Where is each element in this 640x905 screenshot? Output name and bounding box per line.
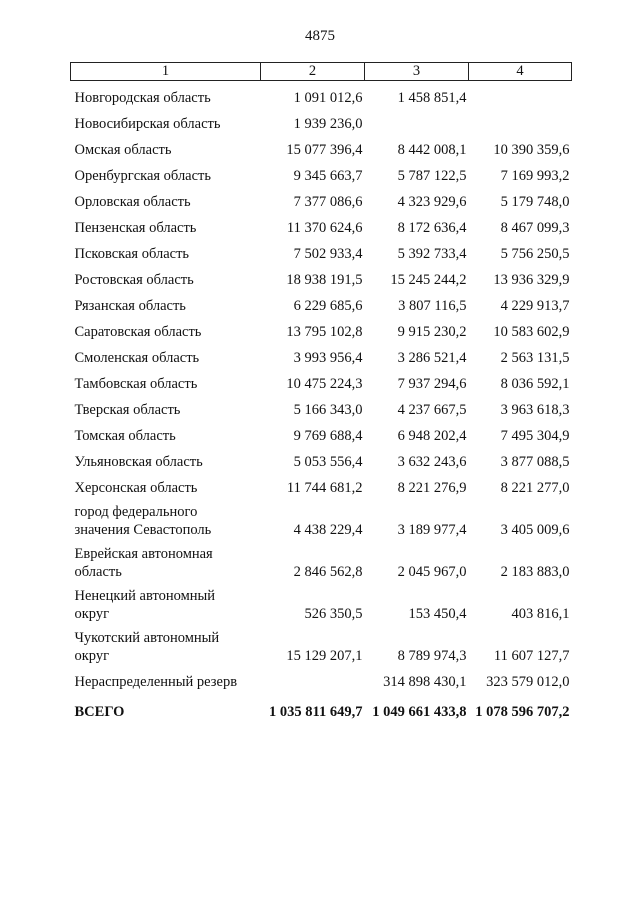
region-name	[71, 539, 261, 581]
value-col-3: 2 045 967,0	[397, 564, 467, 580]
budget-table	[70, 62, 572, 721]
value-col-4: 7 495 304,9	[500, 428, 570, 444]
value-col-3: 6 948 202,4	[397, 428, 467, 444]
value-col-3: 8 221 276,9	[397, 480, 467, 496]
region-name	[71, 497, 261, 539]
value-col-3: 3 807 116,5	[398, 298, 467, 314]
table-row	[71, 107, 572, 133]
region-name: Нераспределенный резерв	[74, 674, 238, 690]
value-col-2: 10 475 224,3	[286, 376, 363, 392]
value-col-3: 7 937 294,6	[397, 376, 467, 392]
page-number: 4875	[305, 28, 335, 44]
value-col-2: 1 939 236,0	[293, 116, 363, 132]
region-name-line: Ненецкий автономный	[74, 588, 216, 604]
value-col-3: 4 237 667,5	[397, 402, 467, 418]
value-col-2: 7 377 086,6	[293, 194, 363, 210]
column-header-3: 3	[365, 63, 469, 81]
value-col-4	[469, 107, 572, 133]
table-row	[71, 497, 572, 539]
value-col-3: 314 898 430,1	[383, 674, 467, 690]
value-col-2: 9 345 663,7	[293, 168, 363, 184]
value-col-4: 5 179 748,0	[500, 194, 570, 210]
value-col-4: 5 756 250,5	[500, 246, 570, 262]
region-name: Ростовская область	[74, 272, 194, 288]
region-name: Новгородская область	[74, 90, 211, 106]
value-col-3: 5 392 733,4	[397, 246, 467, 262]
table-row	[71, 445, 572, 471]
table-header-row	[71, 63, 572, 81]
value-col-2: 5 166 343,0	[293, 402, 363, 418]
table-row	[71, 185, 572, 211]
table-row	[71, 263, 572, 289]
value-col-2: 6 229 685,6	[293, 298, 363, 314]
value-col-4: 3 963 618,3	[500, 402, 570, 418]
value-col-3: 15 245 244,2	[390, 272, 467, 288]
table-row	[71, 81, 572, 108]
table-row	[71, 133, 572, 159]
column-header-1: 1	[71, 63, 261, 81]
region-name: Смоленская область	[74, 350, 200, 366]
region-name	[71, 623, 261, 665]
total-col-3: 1 049 661 433,8	[372, 704, 467, 720]
value-col-2: 1 091 012,6	[293, 90, 363, 106]
value-col-3: 1 458 851,4	[397, 90, 467, 106]
value-col-2: 13 795 102,8	[286, 324, 363, 340]
value-col-4: 10 583 602,9	[493, 324, 570, 340]
total-col-4: 1 078 596 707,2	[475, 704, 570, 720]
value-col-3: 5 787 122,5	[397, 168, 467, 184]
value-col-3: 8 442 008,1	[397, 142, 467, 158]
value-col-2: 9 769 688,4	[293, 428, 363, 444]
region-name	[71, 581, 261, 623]
region-name: Ульяновская область	[74, 454, 203, 470]
value-col-4: 13 936 329,9	[493, 272, 570, 288]
value-col-3: 8 172 636,4	[397, 220, 467, 236]
value-col-2: 15 077 396,4	[286, 142, 363, 158]
table-row	[71, 211, 572, 237]
region-name: Омская область	[74, 142, 172, 158]
region-name: Орловская область	[74, 194, 191, 210]
value-col-4: 8 467 099,3	[500, 220, 570, 236]
table-row	[71, 623, 572, 665]
value-col-2: 4 438 229,4	[293, 522, 363, 538]
value-col-2	[261, 665, 365, 691]
value-col-4: 323 579 012,0	[486, 674, 570, 690]
table-row	[71, 539, 572, 581]
value-col-4: 2 563 131,5	[500, 350, 570, 366]
table-row	[71, 237, 572, 263]
value-col-2: 5 053 556,4	[293, 454, 363, 470]
value-col-4: 3 877 088,5	[500, 454, 570, 470]
value-col-3: 3 632 243,6	[397, 454, 467, 470]
value-col-4: 4 229 913,7	[500, 298, 570, 314]
value-col-4: 3 405 009,6	[500, 522, 570, 538]
table-row	[71, 289, 572, 315]
region-name: Оренбургская область	[74, 168, 212, 184]
region-name-line: область	[74, 564, 122, 580]
region-name-line: значения Севастополь	[74, 522, 212, 538]
value-col-4: 403 816,1	[511, 606, 570, 622]
value-col-4: 8 221 277,0	[500, 480, 570, 496]
value-col-4	[469, 81, 572, 108]
region-name: Херсонская область	[74, 480, 198, 496]
value-col-2: 526 350,5	[304, 606, 363, 622]
region-name: Новосибирская область	[74, 116, 221, 132]
region-name: Саратовская область	[74, 324, 202, 340]
value-col-2: 18 938 191,5	[286, 272, 363, 288]
value-col-2: 3 993 956,4	[293, 350, 363, 366]
table-row	[71, 471, 572, 497]
region-name: Пензенская область	[74, 220, 197, 236]
table-row	[71, 315, 572, 341]
value-col-4: 10 390 359,6	[493, 142, 570, 158]
column-header-4: 4	[469, 63, 572, 81]
value-col-3: 4 323 929,6	[397, 194, 467, 210]
total-label: ВСЕГО	[74, 704, 125, 720]
table-row	[71, 581, 572, 623]
table-row	[71, 367, 572, 393]
value-col-3	[365, 107, 469, 133]
value-col-2: 15 129 207,1	[286, 648, 363, 664]
region-name: Рязанская область	[74, 298, 186, 314]
region-name-line: округ	[74, 606, 110, 622]
region-name: Псковская область	[74, 246, 190, 262]
value-col-4: 7 169 993,2	[500, 168, 570, 184]
table-row	[71, 419, 572, 445]
table-row	[71, 341, 572, 367]
total-col-2: 1 035 811 649,7	[269, 704, 363, 720]
total-row	[71, 691, 572, 721]
value-col-2: 2 846 562,8	[293, 564, 363, 580]
region-name: Тверская область	[74, 402, 181, 418]
region-name-line: город федерального	[74, 504, 198, 520]
value-col-3: 3 286 521,4	[397, 350, 467, 366]
region-name-line: Чукотский автономный	[74, 630, 220, 646]
table-row	[71, 393, 572, 419]
table-row	[71, 159, 572, 185]
value-col-4: 8 036 592,1	[500, 376, 570, 392]
value-col-3: 9 915 230,2	[397, 324, 467, 340]
value-col-4: 11 607 127,7	[493, 648, 570, 664]
value-col-3: 3 189 977,4	[397, 522, 467, 538]
region-name: Томская область	[74, 428, 176, 444]
table-row	[71, 665, 572, 691]
value-col-3: 8 789 974,3	[397, 648, 467, 664]
region-name-line: округ	[74, 648, 110, 664]
column-header-2: 2	[261, 63, 365, 81]
value-col-3: 153 450,4	[408, 606, 467, 622]
value-col-2: 11 744 681,2	[286, 480, 363, 496]
region-name-line: Еврейская автономная	[74, 546, 213, 562]
value-col-2: 11 370 624,6	[286, 220, 363, 236]
value-col-2: 7 502 933,4	[293, 246, 363, 262]
region-name: Тамбовская область	[74, 376, 198, 392]
value-col-4: 2 183 883,0	[500, 564, 570, 580]
